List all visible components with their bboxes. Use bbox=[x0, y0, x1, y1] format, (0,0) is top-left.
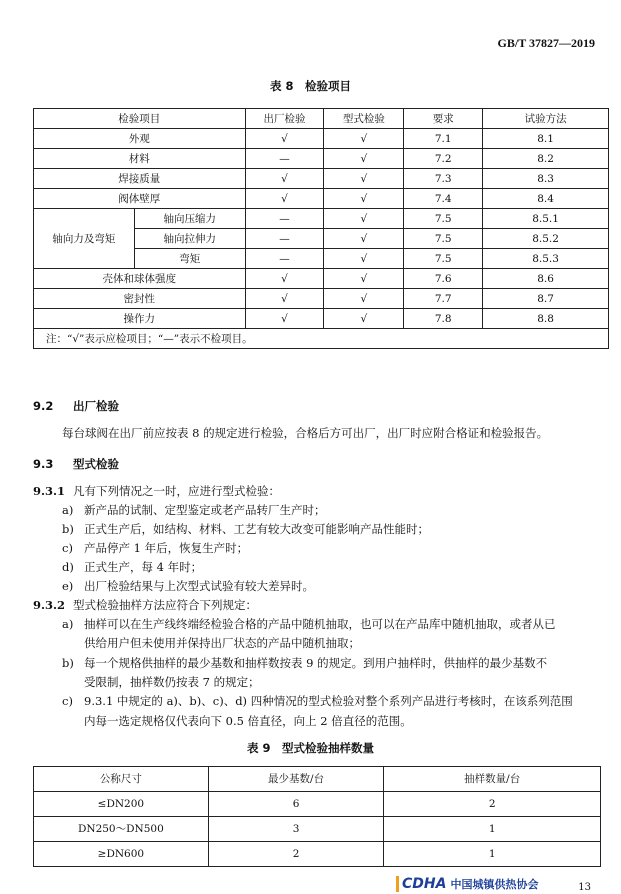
table-cell: — bbox=[245, 209, 324, 229]
table-cell: 7.4 bbox=[404, 189, 483, 209]
table-cell: 7.2 bbox=[404, 149, 483, 169]
table-row bbox=[34, 767, 601, 792]
table-cell: √ bbox=[245, 189, 324, 209]
column-header: 出厂检验 bbox=[245, 109, 324, 129]
list-item bbox=[62, 521, 429, 537]
section-9-3-1 bbox=[33, 483, 280, 499]
table-cell: 7.5 bbox=[404, 209, 483, 229]
section-9-3-2 bbox=[33, 597, 257, 613]
table-cell: ≤DN200 bbox=[34, 792, 209, 817]
table-note: 注：“√”表示应检项目；“—”表示不检项目。 bbox=[34, 329, 609, 349]
table-cell: √ bbox=[324, 169, 404, 189]
list-text: 出厂检验结果与上次型式试验有较大差异时。 bbox=[84, 579, 314, 593]
table-cell: √ bbox=[324, 309, 404, 329]
table-cell: 7.3 bbox=[404, 169, 483, 189]
section-number: 9.3.2 bbox=[33, 598, 66, 612]
table-cell: 8.7 bbox=[483, 289, 609, 309]
table-cell: √ bbox=[245, 129, 324, 149]
section-9-2-text: 每台球阀在出厂前应按表 8 的规定进行检验，合格后方可出厂，出厂时应附合格证和检验报告。 bbox=[62, 426, 549, 440]
table-cell: 2 bbox=[384, 792, 601, 817]
table-cell: √ bbox=[245, 289, 324, 309]
list-text: 内每一选定规格仅代表向下 0.5 倍直径，向上 2 倍直径的范围。 bbox=[84, 713, 412, 728]
table-cell: √ bbox=[324, 129, 404, 149]
list-marker: d) bbox=[62, 560, 74, 574]
column-header: 检验项目 bbox=[34, 109, 246, 129]
table-cell: 1 bbox=[384, 817, 601, 842]
group-label: 轴向力及弯矩 bbox=[34, 209, 135, 269]
table-cell: √ bbox=[324, 189, 404, 209]
list-marker: b) bbox=[62, 522, 74, 536]
table-cell: 7.1 bbox=[404, 129, 483, 149]
table8-title: 表 8 检验项目 bbox=[269, 79, 351, 93]
list-item bbox=[84, 674, 260, 690]
table-row bbox=[34, 792, 601, 817]
table-cell: 1 bbox=[384, 842, 601, 867]
table-cell: DN250～DN500 bbox=[34, 817, 209, 842]
list-text: 每一个规格供抽样的最少基数和抽样数按表 9 的规定。到用户抽样时，供抽样的最少基数不 bbox=[84, 655, 548, 670]
section-number: 9.3 bbox=[33, 457, 54, 471]
table-row bbox=[34, 842, 601, 867]
section-number: 9.3.1 bbox=[33, 484, 66, 498]
table-cell: √ bbox=[324, 149, 404, 169]
table-cell: 8.2 bbox=[483, 149, 609, 169]
list-item bbox=[62, 578, 314, 594]
table-row bbox=[34, 209, 609, 229]
section-9-3-heading bbox=[33, 456, 119, 472]
table-cell: 7.5 bbox=[404, 249, 483, 269]
table-cell: 壳体和球体强度 bbox=[34, 269, 246, 289]
table-cell: 操作力 bbox=[34, 309, 246, 329]
table-cell: 8.1 bbox=[483, 129, 609, 149]
table-row bbox=[34, 817, 601, 842]
list-text: 供给用户但未使用并保持出厂状态的产品中随机抽取； bbox=[84, 636, 360, 651]
table9-title: 表 9 型式检验抽样数量 bbox=[246, 741, 374, 755]
section-text: 凡有下列情况之一时，应进行型式检验： bbox=[73, 484, 280, 498]
table-cell: 外观 bbox=[34, 129, 246, 149]
table-cell: 8.5.1 bbox=[483, 209, 609, 229]
list-marker: a) bbox=[62, 617, 74, 631]
cdha-logo-text: 中国城镇供热协会 bbox=[450, 878, 539, 891]
section-number: 9.2 bbox=[33, 399, 54, 413]
list-item bbox=[62, 540, 248, 556]
list-text: 新产品的试制、定型鉴定或老产品转厂生产时； bbox=[84, 503, 326, 517]
column-header: 公称尺寸 bbox=[34, 767, 209, 792]
table-cell: 阀体壁厚 bbox=[34, 189, 246, 209]
table-cell: 材料 bbox=[34, 149, 246, 169]
table-cell: √ bbox=[245, 309, 324, 329]
table-cell: √ bbox=[245, 269, 324, 289]
table-row bbox=[34, 109, 609, 129]
table-cell: — bbox=[245, 229, 324, 249]
column-header: 最少基数/台 bbox=[208, 767, 384, 792]
table-cell: ≥DN600 bbox=[34, 842, 209, 867]
list-text: 受限制，抽样数仍按表 7 的规定； bbox=[84, 674, 260, 689]
table-cell: 弯矩 bbox=[134, 249, 245, 269]
table9 bbox=[33, 766, 601, 867]
table-cell: 8.3 bbox=[483, 169, 609, 189]
table-row bbox=[34, 129, 609, 149]
list-item bbox=[62, 693, 573, 709]
table-cell: 8.8 bbox=[483, 309, 609, 329]
table-cell: 焊接质量 bbox=[34, 169, 246, 189]
list-text: 正式生产，每 4 年时； bbox=[84, 560, 203, 574]
table-cell: √ bbox=[324, 289, 404, 309]
table-cell: 8.4 bbox=[483, 189, 609, 209]
list-marker: b) bbox=[62, 655, 74, 670]
table-cell: 3 bbox=[208, 817, 384, 842]
table-cell: √ bbox=[324, 269, 404, 289]
section-title: 型式检验 bbox=[73, 457, 119, 471]
list-item bbox=[62, 559, 202, 575]
table-cell: 8.5.3 bbox=[483, 249, 609, 269]
column-header: 试验方法 bbox=[483, 109, 609, 129]
table-cell: 8.6 bbox=[483, 269, 609, 289]
table-cell: 2 bbox=[208, 842, 384, 867]
table-cell: 7.6 bbox=[404, 269, 483, 289]
section-text: 型式检验抽样方法应符合下列规定： bbox=[73, 598, 257, 612]
list-marker: c) bbox=[62, 541, 73, 555]
list-text: 正式生产后，如结构、材料、工艺有较大改变可能影响产品性能时； bbox=[84, 522, 429, 536]
table-row bbox=[34, 269, 609, 289]
table-cell: 8.5.2 bbox=[483, 229, 609, 249]
table-row bbox=[34, 309, 609, 329]
list-marker: a) bbox=[62, 503, 74, 517]
table-row bbox=[34, 329, 609, 349]
table-cell: √ bbox=[245, 169, 324, 189]
section-9-2-heading bbox=[33, 398, 119, 414]
cdha-logo bbox=[396, 876, 538, 892]
table-cell: 7.7 bbox=[404, 289, 483, 309]
table-cell: √ bbox=[324, 229, 404, 249]
table-cell: 轴向压缩力 bbox=[134, 209, 245, 229]
table-row bbox=[34, 189, 609, 209]
column-header: 型式检验 bbox=[324, 109, 404, 129]
table-cell: 6 bbox=[208, 792, 384, 817]
list-text: 产品停产 1 年后，恢复生产时； bbox=[84, 541, 249, 555]
table-cell: √ bbox=[324, 209, 404, 229]
table-cell: 7.5 bbox=[404, 229, 483, 249]
page-number: 13 bbox=[578, 882, 591, 893]
list-text: 9.3.1 中规定的 a)、b)、c)、d) 四种情况的型式检验对整个系列产品进行考核时，在该系列范围 bbox=[84, 694, 573, 709]
section-title: 出厂检验 bbox=[73, 399, 119, 413]
table-row bbox=[34, 169, 609, 189]
table-cell: 轴向拉伸力 bbox=[134, 229, 245, 249]
list-text: 抽样可以在生产线终端经检验合格的产品中随机抽取，也可以在产品库中随机抽取，或者从已 bbox=[84, 617, 556, 631]
list-item bbox=[62, 655, 547, 671]
table-cell: √ bbox=[324, 249, 404, 269]
table-cell: 7.8 bbox=[404, 309, 483, 329]
standard-number: GB/T 37827—2019 bbox=[497, 36, 595, 50]
table-row bbox=[34, 149, 609, 169]
list-item bbox=[84, 713, 412, 729]
list-item bbox=[84, 635, 360, 651]
list-marker: e) bbox=[62, 579, 74, 593]
cdha-logo-mark: CDHA bbox=[396, 876, 446, 892]
table-cell: — bbox=[245, 249, 324, 269]
column-header: 抽样数量/台 bbox=[384, 767, 601, 792]
list-marker: c) bbox=[62, 694, 73, 709]
list-item bbox=[62, 616, 556, 632]
list-item bbox=[62, 502, 326, 518]
column-header: 要求 bbox=[404, 109, 483, 129]
table-cell: — bbox=[245, 149, 324, 169]
table-cell: 密封性 bbox=[34, 289, 246, 309]
table-row bbox=[34, 289, 609, 309]
table8 bbox=[33, 108, 609, 349]
